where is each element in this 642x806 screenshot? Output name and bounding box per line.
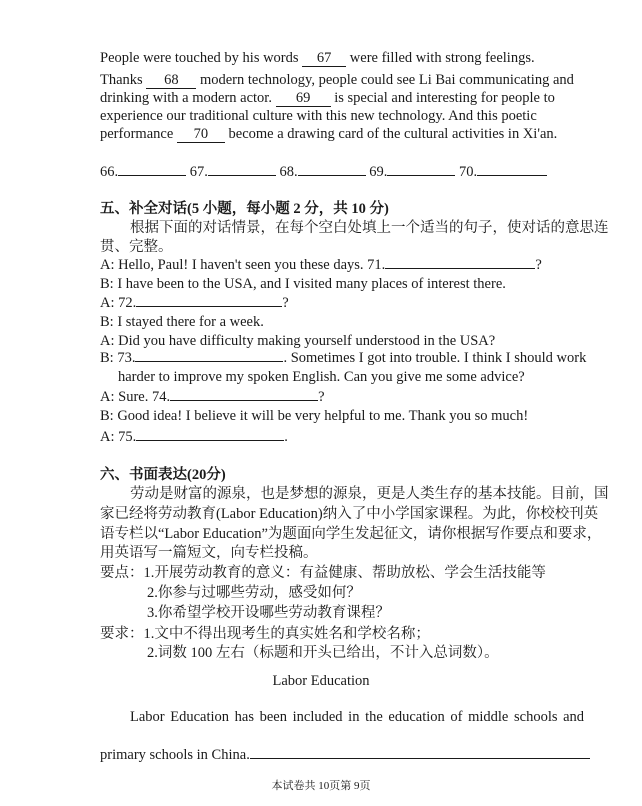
answer-field-67[interactable] xyxy=(208,175,276,176)
requirement-item: 2.词数 100 左右（标题和开头已给出，不计入总词数）。 xyxy=(147,645,499,661)
cloze-text: were filled with strong feelings. xyxy=(349,50,535,66)
cloze-text: experience our traditional culture with this new technology. And this poetic xyxy=(100,108,537,124)
answer-field-69[interactable] xyxy=(387,175,455,176)
essay-first-line xyxy=(130,707,598,727)
dialog-line-74 xyxy=(100,387,325,407)
section-5-instruction: 根据下面的对话情景，在每个空白处填上一个适当的句子，使对话的意思连 xyxy=(130,220,609,236)
cloze-text: is special and interesting for people to xyxy=(334,90,555,106)
answer-field-72[interactable] xyxy=(136,306,282,307)
point-item: 2.你参与过哪些劳动，感受如何？ xyxy=(147,585,361,601)
prompt-paragraph: 用英语写一篇短文，向专栏投稿。 xyxy=(100,545,318,561)
dialog-text: B: 73. xyxy=(100,350,136,366)
prompt-paragraph: 劳动是财富的源泉，也是梦想的源泉，更是人类生存的基本技能。目前，国 xyxy=(130,486,609,502)
dialog-punct: ? xyxy=(535,257,542,273)
answer-field-70[interactable] xyxy=(477,175,547,176)
cloze-line-5 xyxy=(100,124,557,144)
dialog-line: B: I have been to the USA, and I visited many places of interest there. xyxy=(100,276,506,292)
answer-field-66[interactable] xyxy=(118,175,186,176)
section-6-heading: 六、书面表达(20分) xyxy=(100,467,226,483)
blank-70: 70 xyxy=(177,126,225,143)
answer-field-68[interactable] xyxy=(298,175,366,176)
cloze-text: modern technology, people could see Li Bai communicating and xyxy=(199,72,574,88)
dialog-punct: ? xyxy=(282,295,289,311)
essay-text: primary schools in China. xyxy=(100,747,250,763)
answer-label-67: 67. xyxy=(189,164,208,180)
dialog-line: A: Did you have difficulty making yourself understood in the USA? xyxy=(100,333,496,349)
requirement-item: 1.文中不得出现考生的真实姓名和学校名称； xyxy=(143,626,430,642)
cloze-text: Thanks xyxy=(100,72,143,88)
cloze-text: become a drawing card of the cultural activities in Xi'an. xyxy=(228,126,558,142)
blank-68: 68 xyxy=(146,72,196,89)
cloze-text: People were touched by his words xyxy=(100,50,299,66)
dialog-text: A: Sure. 74. xyxy=(100,389,171,405)
point-item: 3.你希望学校开设哪些劳动教育课程？ xyxy=(147,605,390,621)
points-line-1 xyxy=(100,563,546,583)
answer-field-71[interactable] xyxy=(385,268,535,269)
cloze-line-1 xyxy=(100,48,595,68)
cloze-text: performance xyxy=(100,126,174,142)
cloze-line-2 xyxy=(100,70,574,90)
section-5-heading: 五、补全对话(5 小题，每小题 2 分，共 10 分) xyxy=(100,201,389,217)
essay-second-line xyxy=(100,745,590,765)
prompt-paragraph: 语专栏以“Labor Education”为题面向学生发起征文，请你根据写作要点和要求， xyxy=(100,526,602,542)
essay-title: Labor Education xyxy=(272,673,370,689)
dialog-line-73 xyxy=(100,348,586,368)
dialog-punct: ? xyxy=(318,389,325,405)
dialog-text: . Sometimes I got into trouble. I think I should work xyxy=(283,350,587,366)
dialog-text: A: Hello, Paul! I haven't seen you these days. 71. xyxy=(100,257,386,273)
cloze-text: drinking with a modern actor. xyxy=(100,90,272,106)
dialog-line-72 xyxy=(100,293,289,313)
dialog-line: B: I stayed there for a week. xyxy=(100,314,264,330)
dialog-line-71 xyxy=(100,255,542,275)
point-item: 1.开展劳动教育的意义：有益健康、帮助放松、学会生活技能等 xyxy=(143,565,546,581)
answer-label-70: 70. xyxy=(459,164,478,180)
requirements-line-1 xyxy=(100,624,430,644)
blank-69: 69 xyxy=(276,90,331,107)
answer-label-68: 68. xyxy=(279,164,298,180)
answer-row xyxy=(100,162,547,182)
dialog-text: A: 72. xyxy=(100,295,137,311)
prompt-paragraph: 家已经将劳动教育(Labor Education)纳入了中小学国家课程。为此，你校校刊英 xyxy=(100,506,599,522)
answer-label-69: 69. xyxy=(369,164,388,180)
points-label: 要点： xyxy=(100,565,144,581)
answer-field-75[interactable] xyxy=(136,440,284,441)
essay-writing-field[interactable] xyxy=(250,758,590,759)
essay-text: Labor Education has been included in the education of middle schools and xyxy=(130,709,585,725)
answer-field-73[interactable] xyxy=(135,361,283,362)
answer-label-66: 66. xyxy=(100,164,119,180)
dialog-line-75 xyxy=(100,427,288,447)
answer-field-74[interactable] xyxy=(170,400,318,401)
cloze-line-4 xyxy=(100,106,537,126)
blank-67: 67 xyxy=(302,50,346,67)
dialog-line: B: Good idea! I believe it will be very helpful to me. Thank you so much! xyxy=(100,408,529,424)
dialog-line: harder to improve my spoken English. Can you give me some advice? xyxy=(118,369,525,385)
cloze-line-3 xyxy=(100,88,555,108)
requirements-label: 要求： xyxy=(100,626,144,642)
dialog-text: A: 75. xyxy=(100,429,137,445)
section-5-instruction-cont: 贯、完整。 xyxy=(100,239,173,255)
dialog-punct: . xyxy=(284,429,288,445)
page-footer: 本试卷共 10页第 9页 xyxy=(271,780,371,792)
